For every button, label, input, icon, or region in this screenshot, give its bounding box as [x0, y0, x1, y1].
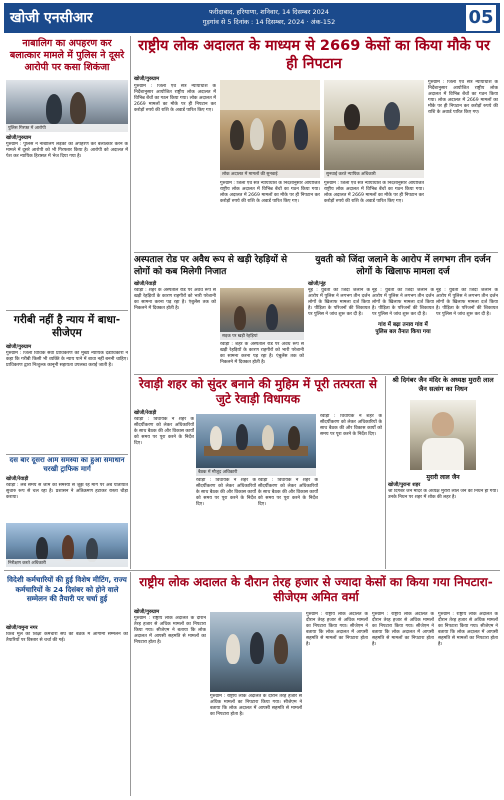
- rewari-body-col3: [258, 478, 318, 567]
- person-figure: [62, 535, 74, 561]
- revenue-byline: खोजी/रेवाड़ी: [134, 281, 157, 287]
- story-rule: [6, 454, 128, 455]
- youth-body: [308, 288, 370, 373]
- temple-headline: श्री दिगंबर जैन मंदिर के अध्यक्ष मुरारी लाल जैन सत्संग का निधन: [392, 376, 494, 393]
- person-figure: [210, 426, 222, 450]
- section-rule: [4, 570, 500, 571]
- brand-name: खोजी एनसीआर: [10, 10, 93, 26]
- solution-byline: खोजी/रेवाड़ी: [6, 476, 29, 482]
- lead-body-col3: [324, 181, 424, 248]
- portrait-face: [432, 412, 454, 436]
- kidnap-photo: [6, 80, 128, 132]
- story-rule: [134, 252, 498, 253]
- rewari-photo: [196, 414, 316, 476]
- lead-byline: खोजी/गुरुग्राम: [134, 76, 160, 82]
- bottom-body-col4: [372, 612, 434, 794]
- story-rule: [134, 374, 498, 375]
- youth-body-text-3: नूंह : युवती को जिंदा जलाने के आरोप में पुलिस ने लगभग तीन दर्जन लोगों के खिलाफ मामला दर्ज किया है। पीड़िता के परिजनों की शिकायत पर पुलिस ने जांच शुरू कर दी है।: [436, 288, 498, 317]
- rewari-headline: रेवाड़ी शहर को सुंदर बनाने की मुहिम में पूरी तत्परता से जुटे रेवाड़ी विधायक: [138, 377, 378, 406]
- poverty-body-text: गुरुग्राम : जिला विधिक सेवा प्राधिकरण की मुख्य न्यायिक दंडाधिकारी ने कहा कि गरीबी किसी भी व्यक्ति के न्याय पाने में बाधा नहीं बननी चाहिए। प्राधिकरण द्वारा निःशुल्क कानूनी सहायता उपलब्ध कराई जाती है।: [6, 351, 128, 368]
- bottom-body-text-5: गुरुग्राम : राष्ट्रीय लोक अदालत के दौरान तेरह हजार से अधिक मामलों का निपटारा किया गया। सीजेएम ने बताया कि लोक अदालत में आपसी सहमति से मामलों का निपटारा होता है।: [438, 612, 498, 647]
- bottom-body-text-2: गुरुग्राम : राष्ट्रीय लोक अदालत के दौरान तेरह हजार से अधिक मामलों का निपटारा किया गया। सीजेएम ने बताया कि लोक अदालत में आपसी सहमति से मामलों का निपटारा होता है।: [210, 694, 302, 717]
- temple-byline: खोजी/पुराना शहर: [388, 482, 421, 488]
- rewari-body-text-3: रेवाड़ी : विधायक ने शहर के सौंदर्यीकरण को लेकर अधिकारियों के साथ बैठक की और विकास कार्यों को समय पर पूरा करने के निर्देश दिए।: [258, 478, 318, 507]
- rewari-body-text-4: रेवाड़ी : विधायक ने शहर के सौंदर्यीकरण को लेकर अधिकारियों के साथ बैठक की और विकास कार्यों को समय पर पूरा करने के निर्देश दिए।: [320, 414, 382, 437]
- revenue-body: [134, 288, 216, 373]
- person-figure: [70, 92, 86, 124]
- staff-body: [6, 632, 128, 794]
- person-figure: [294, 119, 308, 150]
- column-rule: [385, 376, 386, 569]
- revenue-body-text: रेवाड़ी : शहर के अस्पताल रोड पर अवैध रूप से खड़ी रेहड़ियों के कारण राहगीरों को भारी परेशानी का सामना करना पड़ रहा है। एंबुलेंस तक को निकलने में दिक्कत होती है।: [134, 288, 216, 311]
- revenue-body-col2: [220, 342, 304, 373]
- bottom-body-text: गुरुग्राम : राष्ट्रीय लोक अदालत के दौरान तेरह हजार से अधिक मामलों का निपटारा किया गया। सीजेएम ने बताया कि लोक अदालत में आपसी सहमति से मामलों का निपटारा होता है।: [134, 616, 206, 645]
- lead-body-text-3: गुरुग्राम : जिला एवं सत्र न्यायाधीश के निर्देशानुसार आयोजित राष्ट्रीय लोक अदालत में विभिन्न बेंचों का गठन किया गया। लोक अदालत में 2669 मामलों का मौके पर ही निपटान कर करोड़ों रुपये की राशि के अवार्ड पारित किए गए।: [324, 181, 424, 204]
- lead-body-col2: [220, 181, 320, 248]
- kidnap-byline: खोजी/गुरुग्राम: [6, 135, 32, 141]
- rewari-body-col2: [196, 478, 256, 567]
- youth-headline: युवती को जिंदा जलाने के आरोप में लगभग तीन दर्जन लोगों के खिलाफ मामला दर्ज: [315, 255, 491, 277]
- temple-name-caption: मुरारी लाल जैन: [426, 474, 460, 481]
- person-figure: [234, 306, 246, 330]
- solution-headline: दस बार दूसरा आम समस्या का हुआ समाधान चरखी ट्राफिक मार्ग: [9, 456, 125, 473]
- staff-headline: विदेशी कर्मचारियों की हुई विशेष मीटिंग, राज्य कर्मचारियों के 24 दिसंबर को होने वाले सम्मेलन की तैयारी पर चर्चा हुई: [7, 575, 127, 603]
- temple-body: [388, 489, 498, 567]
- page-number: 05: [466, 5, 496, 31]
- bottom-photo: [210, 612, 302, 692]
- person-figure: [272, 120, 286, 150]
- solution-photo: [6, 523, 128, 567]
- poverty-byline: खोजी/गुरुग्राम: [6, 344, 32, 350]
- bottom-body-col2: [210, 694, 302, 794]
- solution-body: [6, 483, 128, 521]
- youth-body-col2: [372, 288, 434, 320]
- person-figure: [344, 104, 360, 130]
- person-figure: [250, 118, 264, 150]
- bottom-body-col5: [438, 612, 498, 794]
- person-figure: [226, 634, 240, 664]
- revenue-photo: [220, 288, 304, 340]
- youth-body-text: नूंह : युवती को जिंदा जलाने के आरोप में पुलिस ने लगभग तीन दर्जन लोगों के खिलाफ मामला दर्ज किया है। पीड़िता के परिजनों की शिकायत पर पुलिस ने जांच शुरू कर दी है।: [308, 288, 370, 317]
- revenue-body-text-2: रेवाड़ी : शहर के अस्पताल रोड पर अवैध रूप से खड़ी रेहड़ियों के कारण राहगीरों को भारी परेशानी का सामना करना पड़ रहा है। एंबुलेंस तक को निकलने में दिक्कत होती है।: [220, 342, 304, 365]
- person-figure: [262, 425, 274, 450]
- person-figure: [230, 120, 244, 150]
- lead-photo-1-caption: लोक अदालत में मामलों की सुनवाई: [220, 170, 320, 178]
- rewari-body-col4: [320, 414, 382, 567]
- poverty-body: [6, 351, 128, 451]
- youth-byline: खोजी/नूंह: [308, 281, 326, 287]
- rewari-body: [134, 417, 194, 567]
- solution-body-text: रेवाड़ी : लंबे समय से जाम की समस्या से जूझ रहे मार्ग पर अब यातायात सुचारु रूप से चल रहा है। प्रशासन ने अतिक्रमण हटाकर रास्ता चौड़ा कराया।: [6, 483, 128, 500]
- rewari-byline: खोजी/रेवाड़ी: [134, 410, 157, 416]
- masthead-meta: [144, 7, 394, 27]
- person-figure: [46, 94, 62, 124]
- kidnap-body-text: गुरुग्राम : पुलिस ने नाबालिग लड़की का अपहरण कर बलात्कार करने के मामले में दूसरे आरोपी को भी गिरफ्तार किया है। आरोपी को अदालत में पेश कर न्यायिक हिरासत में भेज दिया गया है।: [6, 142, 128, 159]
- youth-pull-quote: गांव में बढ़ा तनाव गांव में पुलिस बल तैनात किया गया: [375, 322, 431, 335]
- person-figure: [266, 304, 278, 330]
- column-rule: [130, 572, 131, 796]
- poverty-headline: गरीबी नहीं है न्याय में बाधा-सीजेएम: [13, 314, 121, 339]
- revenue-photo-caption: सड़क पर खड़ी रेहड़ियां: [220, 332, 304, 340]
- youth-body-col3: [436, 288, 498, 373]
- kidnap-headline: नाबालिग का अपहरण कर बलात्कार मामले में पुलिस ने दूसरे आरोपी पर कसा शिकंजा: [9, 38, 125, 73]
- date-line: फरीदाबाद, हरियाणा, शनिवार, 14 दिसम्बर 2024: [209, 8, 329, 16]
- bottom-body-col3: [306, 612, 368, 794]
- kidnap-body: [6, 142, 128, 307]
- lead-body-col4: [428, 80, 498, 248]
- person-figure: [236, 424, 248, 450]
- staff-body-text: विश्व मूल की शिक्षा कर्मचारी संघ की बैठक में आगामी सम्मेलन की तैयारियों पर विस्तार से चर्चा की गई।: [6, 632, 128, 643]
- bottom-headline: राष्ट्रीय लोक अदालत के दौरान तेरह हजार से ज्यादा केसों का किया गया निपटारा-सीजेएम अमित वर्मा: [139, 575, 493, 604]
- column-rule: [130, 36, 131, 569]
- lead-body-text-4: गुरुग्राम : जिला एवं सत्र न्यायाधीश के निर्देशानुसार आयोजित राष्ट्रीय लोक अदालत में विभिन्न बेंचों का गठन किया गया। लोक अदालत में 2669 मामलों का मौके पर ही निपटान कर करोड़ों रुपये की राशि के अवार्ड पारित किए गए।: [428, 80, 498, 115]
- masthead: [4, 3, 500, 33]
- temple-portrait: [410, 400, 476, 470]
- person-figure: [36, 537, 48, 561]
- kidnap-photo-caption: पुलिस गिरफ्त में आरोपी: [6, 124, 128, 132]
- lead-photo-2-caption: सुनवाई करते न्यायिक अधिकारी: [324, 170, 424, 178]
- lead-photo-1: [220, 80, 320, 178]
- portrait-shirt: [422, 438, 464, 470]
- bottom-byline: खोजी/गुरुग्राम: [134, 609, 160, 615]
- rewari-photo-caption: बैठक में मौजूद अधिकारी: [196, 468, 316, 476]
- temple-body-text: श्री दिगंबर जैन मंदिर के अध्यक्ष मुरारी लाल जैन का निधन हो गया। उनके निधन पर शहर में शोक की लहर है।: [388, 489, 498, 500]
- youth-body-text-2: नूंह : युवती को जिंदा जलाने के आरोप में पुलिस ने लगभग तीन दर्जन लोगों के खिलाफ मामला दर्ज किया है। पीड़िता के परिजनों की शिकायत पर पुलिस ने जांच शुरू कर दी है।: [372, 288, 434, 317]
- person-figure: [288, 426, 300, 450]
- staff-byline: खोजी/यमुना नगर: [6, 625, 38, 631]
- rewari-body-text: रेवाड़ी : विधायक ने शहर के सौंदर्यीकरण को लेकर अधिकारियों के साथ बैठक की और विकास कार्यों को समय पर पूरा करने के निर्देश दिए।: [134, 417, 194, 446]
- story-rule: [6, 310, 128, 311]
- rewari-body-text-2: रेवाड़ी : विधायक ने शहर के सौंदर्यीकरण को लेकर अधिकारियों के साथ बैठक की और विकास कार्यों को समय पर पूरा करने के निर्देश दिए।: [196, 478, 256, 507]
- lead-body-text-2: गुरुग्राम : जिला एवं सत्र न्यायाधीश के निर्देशानुसार आयोजित राष्ट्रीय लोक अदालत में विभिन्न बेंचों का गठन किया गया। लोक अदालत में 2669 मामलों का मौके पर ही निपटान कर करोड़ों रुपये की राशि के अवार्ड पारित किए गए।: [220, 181, 320, 204]
- lead-body-text: गुरुग्राम : जिला एवं सत्र न्यायाधीश के निर्देशानुसार आयोजित राष्ट्रीय लोक अदालत में विभिन्न बेंचों का गठन किया गया। लोक अदालत में 2669 मामलों का मौके पर ही निपटान कर करोड़ों रुपये की राशि के अवार्ड पारित किए गए।: [134, 84, 216, 113]
- bottom-body: [134, 616, 206, 794]
- lead-headline: राष्ट्रीय लोक अदालत के माध्यम से 2669 केसों का किया मौके पर ही निपटान: [138, 38, 490, 72]
- edition-line: गुड़गांव से 5 दिनांक : 14 दिसम्बर, 2024 · अंक-152: [202, 18, 336, 26]
- person-figure: [250, 632, 264, 664]
- lead-photo-2: [324, 80, 424, 178]
- bottom-body-text-4: गुरुग्राम : राष्ट्रीय लोक अदालत के दौरान तेरह हजार से अधिक मामलों का निपटारा किया गया। सीजेएम ने बताया कि लोक अदालत में आपसी सहमति से मामलों का निपटारा होता है।: [372, 612, 434, 647]
- revenue-headline: अस्पताल रोड पर अवैध रूप से खड़ी रेहड़ियों से लोगों को कब मिलेगी निजात: [134, 255, 288, 277]
- solution-photo-caption: निरीक्षण करते अधिकारी: [6, 559, 128, 567]
- lead-body: [134, 84, 216, 248]
- bottom-body-text-3: गुरुग्राम : राष्ट्रीय लोक अदालत के दौरान तेरह हजार से अधिक मामलों का निपटारा किया गया। सीजेएम ने बताया कि लोक अदालत में आपसी सहमति से मामलों का निपटारा होता है।: [306, 612, 368, 647]
- person-figure: [384, 102, 400, 130]
- person-figure: [274, 634, 288, 664]
